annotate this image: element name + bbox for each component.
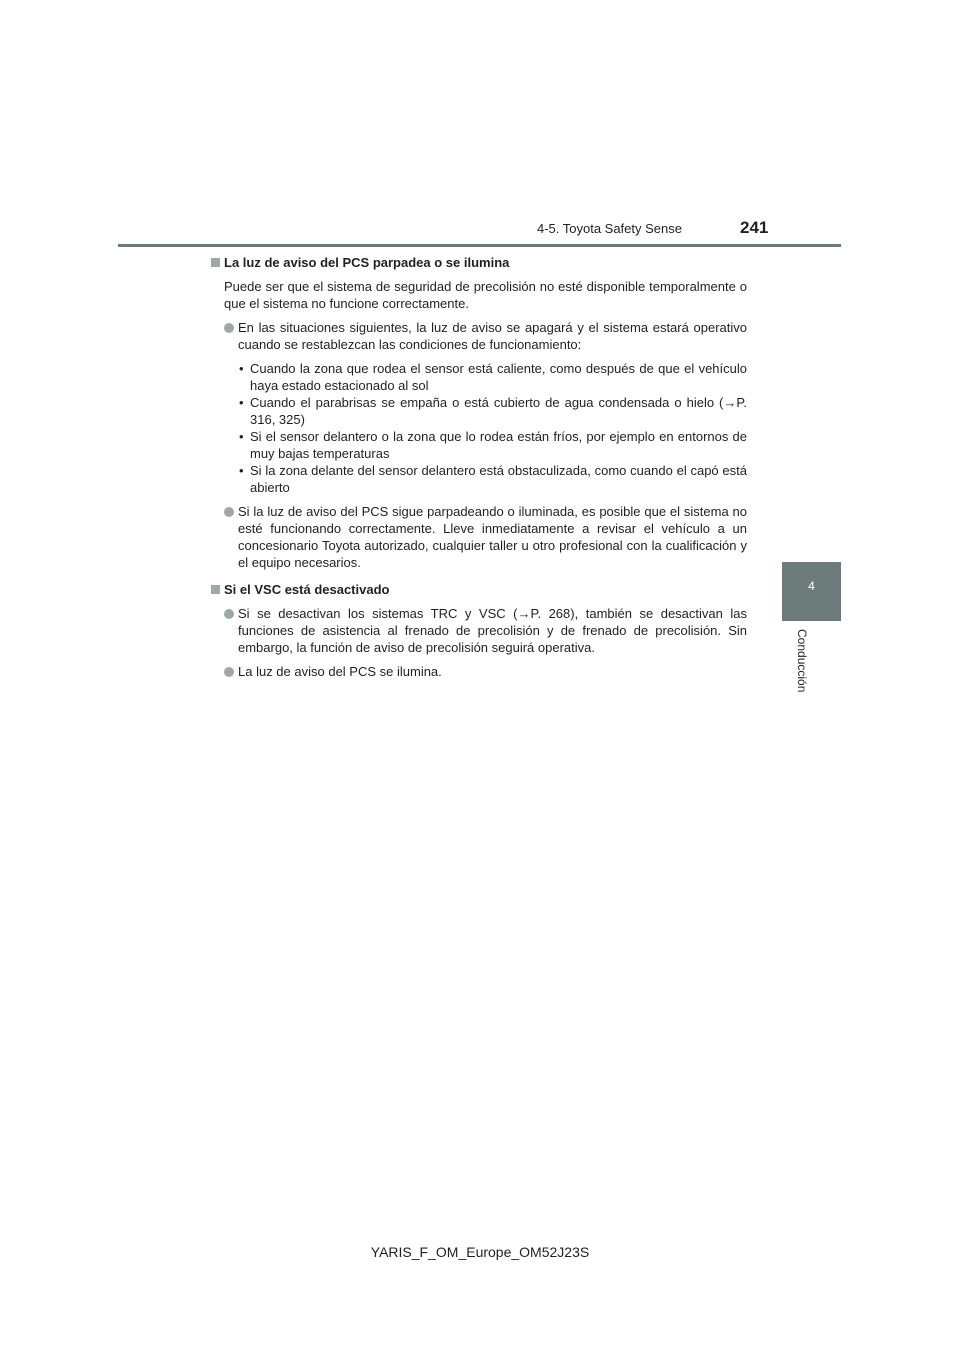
bullet-text: La luz de aviso del PCS se ilumina. [238, 664, 442, 679]
document-footer: YARIS_F_OM_Europe_OM52J23S [370, 1244, 590, 1260]
bullet-item [210, 663, 747, 680]
sub-list-item [238, 462, 747, 496]
bullet-text: Si la luz de aviso del PCS sigue parpadeando o iluminada, es posible que el sistema no esté funcionando correctamente. Lleve inmediatamente a revisar el vehículo a un concesionario Toyota autorizado, cualquier taller u otro profesional con la cualificación y el equipo necesarios. [238, 504, 747, 570]
sub-list-text: Cuando la zona que rodea el sensor está caliente, como después de que el vehículo haya estado estacionado al sol [250, 361, 747, 393]
chapter-label: Conducción [795, 629, 809, 693]
sub-bullet-icon: • [239, 463, 244, 478]
section-heading [210, 254, 747, 271]
sub-list-item [238, 360, 747, 394]
bullet-text: En las situaciones siguientes, la luz de aviso se apagará y el sistema estará operativo cuando se restablezcan las condiciones de funcionamiento: [238, 320, 747, 352]
sub-list-text: Si la zona delante del sensor delantero está obstaculizada, como cuando el capó está abierto [250, 463, 747, 495]
section-intro: Puede ser que el sistema de seguridad de precolisión no esté disponible temporalmente o que el sistema no funcione correctamente. [224, 279, 747, 311]
square-bullet-icon [211, 585, 220, 594]
sub-bullet-icon: • [239, 395, 244, 410]
circle-bullet-icon [224, 507, 234, 517]
section-heading-text: Si el VSC está desactivado [224, 582, 390, 597]
sub-bullet-icon: • [239, 361, 244, 376]
sub-list-text: Si el sensor delantero o la zona que lo rodea están fríos, por ejemplo en entornos de muy bajas temperaturas [250, 429, 747, 461]
section-heading [210, 581, 747, 598]
sub-bullet-icon: • [239, 429, 244, 444]
page-content [210, 254, 747, 687]
chapter-number: 4 [808, 579, 815, 593]
circle-bullet-icon [224, 323, 234, 333]
bullet-item [210, 503, 747, 571]
circle-bullet-icon [224, 609, 234, 619]
chapter-tab [782, 562, 841, 621]
sub-list-text: Cuando el parabrisas se empaña o está cubierto de agua condensada o hielo (→P. 316, 325) [250, 395, 747, 427]
square-bullet-icon [211, 258, 220, 267]
header-divider [118, 244, 841, 247]
bullet-text: Si se desactivan los sistemas TRC y VSC (→P. 268), también se desactivan las funciones de asistencia al frenado de precolisión y de frenado de precolisión. Sin embargo, la función de aviso de precolisión seguirá operativa. [238, 606, 747, 655]
page-number: 241 [740, 218, 769, 237]
sub-list [210, 360, 747, 496]
bullet-item [210, 319, 747, 353]
section-title: 4-5. Toyota Safety Sense [536, 221, 682, 236]
bullet-item [210, 605, 747, 656]
section-heading-text: La luz de aviso del PCS parpadea o se ilumina [224, 255, 510, 270]
sub-list-item [238, 394, 747, 428]
sub-list-item [238, 428, 747, 462]
circle-bullet-icon [224, 667, 234, 677]
